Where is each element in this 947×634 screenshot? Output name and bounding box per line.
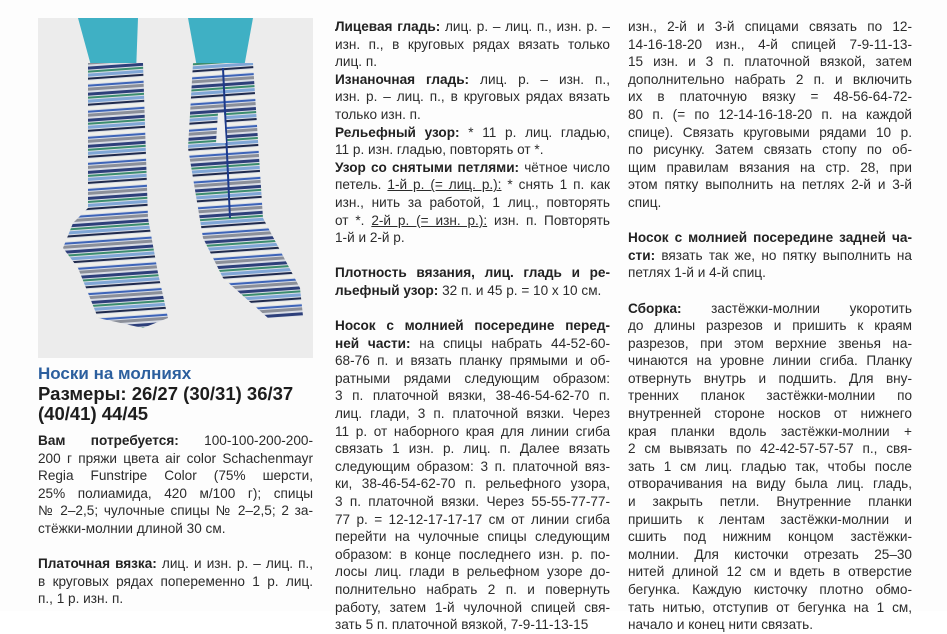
text-line: [628, 124, 912, 142]
text-span: до длины разрезов и пришить к краям: [628, 318, 912, 334]
text-line: [335, 370, 610, 388]
section-heading: ней части:: [335, 335, 411, 351]
text-span: Regia Funstripe Color (75% шерсти,: [38, 468, 313, 484]
column-1-text: [38, 432, 313, 608]
text-span: перейти на чулочные спицы следующим: [335, 529, 610, 545]
text-span: изн., нить за работой, 1 лиц., повторять: [335, 194, 610, 210]
text-span: чётное число: [519, 159, 610, 175]
text-line: [38, 450, 313, 468]
text-line: [335, 423, 610, 441]
paragraph: [628, 300, 912, 634]
text-line: [335, 335, 610, 353]
text-line: [335, 458, 610, 476]
text-line: [628, 493, 912, 511]
text-span: 1-й и 2-й р.: [335, 230, 405, 246]
text-span: спице). Связать круговыми рядами 10 р.: [628, 124, 912, 140]
paragraph: [335, 264, 610, 299]
paragraph: [335, 71, 610, 124]
text-span: только изн. п.: [335, 106, 421, 122]
pattern-title: Носки на молниях: [38, 364, 192, 383]
text-line: [335, 88, 610, 106]
text-span: следующим образом: 3 п. платочной вяз-: [335, 458, 610, 474]
text-line: [335, 124, 610, 142]
text-span: связать 1 изн. р. лиц. п. Далее вязать: [335, 441, 610, 457]
text-line: [628, 546, 912, 564]
column-3-text: [628, 18, 912, 634]
text-span: изн. р. – лиц. п., в круговых рядах вязать: [335, 89, 610, 105]
text-line: [628, 335, 912, 353]
text-line: [335, 546, 610, 564]
text-span: 3 п. платочной вязки. Через 55-55-77-77-: [335, 494, 610, 510]
text-span: петель.: [335, 177, 388, 193]
text-line: [335, 440, 610, 458]
text-line: [335, 212, 610, 230]
column-2-text: [335, 18, 610, 634]
text-span: 3 п. платочной вязки, 38-46-54-62-70 п.: [335, 388, 610, 404]
text-span: * снять 1 п. как: [501, 177, 610, 193]
paragraph: [335, 159, 610, 247]
text-span: 2 см вывязать по 42-42-57-57-57 п., свя-: [628, 441, 912, 457]
paragraph: [335, 18, 610, 71]
text-line: [38, 590, 313, 608]
text-span: щим правилам вязания на стр. 28, при: [628, 159, 912, 175]
text-span: 1-й р. (= лиц. р.):: [387, 177, 502, 193]
text-line: [628, 229, 912, 247]
text-line: [628, 264, 912, 282]
text-span: лиц. п.: [335, 54, 378, 70]
text-line: [628, 18, 912, 36]
text-line: [335, 106, 610, 124]
text-span: изн. п., в круговых рядах вязать только: [335, 36, 610, 52]
text-span: 32 п. и 45 р. = 10 х 10 см.: [438, 282, 602, 298]
text-line: [628, 458, 912, 476]
text-span: изн., 2-й и 3-й спицами связать по 12-: [628, 19, 912, 34]
text-line: [628, 405, 912, 423]
text-span: 25% полиамида, 420 м/100 г); спицы: [38, 485, 313, 501]
paragraph: [38, 432, 313, 538]
text-span: внутренней стороне носков от нижнего: [628, 406, 912, 422]
text-line: [628, 581, 912, 599]
text-line: [628, 563, 912, 581]
text-line: [335, 194, 610, 212]
text-span: лосы лиц. глади в рельефном узоре до-: [335, 564, 610, 580]
section-heading: Лицевая гладь:: [335, 19, 441, 34]
text-line: [38, 555, 313, 573]
text-line: [628, 247, 912, 265]
text-line: [38, 432, 313, 450]
paragraph: [335, 317, 610, 634]
text-span: вязать так же, но пятку выполнить на: [655, 247, 912, 263]
text-line: [628, 300, 912, 318]
text-span: изн. п. Повторять: [487, 212, 611, 228]
section-heading: Сборка:: [628, 300, 682, 316]
text-line: [628, 352, 912, 370]
text-span: п., 1 р. изн. п.: [38, 591, 124, 607]
text-span: бегунка. Каждую кисточку плотно обмо-: [628, 582, 912, 597]
text-line: [335, 616, 610, 634]
text-span: сшить под нижним концом застёжки-: [628, 529, 912, 545]
text-line: [38, 520, 313, 538]
text-span: 80 п. (= по 12-14-16-18-20 п. на каждой: [628, 106, 912, 122]
text-span: 100-100-200-200-: [178, 433, 313, 448]
paragraph: [335, 124, 610, 159]
text-line: [628, 141, 912, 159]
paragraph: [628, 229, 912, 282]
text-line: [335, 71, 610, 89]
text-span: чинаются на уровне линии сгиба. Планку: [628, 353, 912, 369]
text-span: от *.: [335, 212, 372, 228]
text-line: [38, 467, 313, 485]
striped-socks-photo: [38, 18, 313, 358]
text-span: № 2–2,5; чулочные спицы № 2–2,5; 2 за-: [38, 503, 313, 519]
text-span: лиц. р. – лиц. п., изн. р. –: [440, 19, 610, 34]
text-line: [628, 159, 912, 177]
text-span: 2-й р. (= изн. р.):: [371, 212, 488, 228]
text-span: пришить к лентам застёжки-молнии и: [628, 511, 912, 527]
text-span: петлях 1-й и 4-й спиц.: [628, 265, 766, 281]
text-line: [335, 352, 610, 370]
text-span: тать нитью, отступив от бегунка на 1 см,: [628, 599, 912, 615]
text-line: [628, 317, 912, 335]
text-span: и закрыть петли. Внутренние планки: [628, 494, 912, 510]
text-line: [335, 599, 610, 617]
sizes-line: (40/41) 44/45: [38, 403, 149, 424]
text-span: 11 р. от наборного края для линии сгиба: [335, 423, 610, 439]
text-line: [628, 528, 912, 546]
text-line: [335, 528, 610, 546]
section-heading: Носок с молнией посередине задней ча-: [628, 230, 912, 246]
text-line: [335, 141, 610, 159]
sizes-heading: [38, 384, 313, 424]
text-span: работу, затем 1-й чулочной спицей свя-: [335, 599, 610, 615]
text-span: ратными рядами следующим образом:: [335, 370, 610, 386]
text-span: 14-16-18-20 изн., 4-й спицей 7-9-11-13-: [628, 36, 912, 52]
text-span: молнии. Для кисточки отрезать 25–30: [628, 546, 912, 562]
section-heading: Узор со снятыми петлями:: [335, 159, 520, 175]
text-line: [335, 581, 610, 599]
text-span: лиц. р. – изн. п.,: [469, 71, 610, 87]
text-line: [628, 88, 912, 106]
text-line: [628, 599, 912, 617]
text-span: стёжки-молнии длиной 30 см.: [38, 520, 226, 536]
text-line: [335, 53, 610, 71]
paragraph: [38, 555, 313, 608]
text-span: 77 р. = 12-12-17-17-17 см от линии сгиба: [335, 511, 610, 527]
section-heading: сти:: [628, 247, 656, 263]
text-line: [628, 440, 912, 458]
sizes-line: Размеры: 26/27 (30/31) 36/37: [38, 383, 294, 404]
text-line: [335, 36, 610, 54]
text-line: [335, 405, 610, 423]
text-span: 68-76 п. и вязать планку прямыми и об-: [335, 353, 610, 369]
text-line: [38, 485, 313, 503]
text-span: в круговых рядах попеременно 1 р. лиц.: [38, 573, 313, 589]
text-span: спиц.: [628, 194, 662, 210]
text-span: отворачивания на виду была лиц. гладь,: [628, 476, 912, 492]
text-span: нитей длиной 12 см и вдеть в отверстие: [628, 564, 912, 580]
text-line: [335, 264, 610, 282]
section-heading: Плотность вязания, лиц. гладь и ре-: [335, 265, 610, 281]
text-line: [628, 71, 912, 89]
text-span: края планки вдоль застёжки-молнии +: [628, 423, 912, 439]
text-line: [335, 159, 610, 177]
text-span: зать 5 п. платочной вязкой, 7-9-11-13-15: [335, 617, 589, 633]
text-span: тренних планок застёжки-молнии по: [628, 388, 912, 404]
text-span: лиц. и изн. р. – лиц. п.,: [156, 556, 313, 572]
text-span: ки, 38-46-54-62-70 п. рельефного узора,: [335, 476, 610, 492]
section-heading: Вам потребуется:: [38, 433, 179, 448]
text-span: дополнительно набрать 2 п. и включить: [628, 71, 912, 87]
text-span: полнительно набрать 2 п. и повернуть: [335, 582, 610, 597]
text-line: [335, 387, 610, 405]
text-line: [335, 229, 610, 247]
text-span: на спицы набрать 44-52-60-: [410, 335, 610, 351]
text-line: [335, 282, 610, 300]
text-line: [628, 36, 912, 54]
text-line: [628, 194, 912, 212]
text-span: образом: в конце последнего изн. р. по-: [335, 546, 610, 562]
text-line: [335, 511, 610, 529]
text-line: [38, 502, 313, 520]
text-span: застёжки-молнии укоротить: [681, 300, 912, 316]
text-span: 200 г пряжи цвета air color Schachenmayr: [38, 450, 313, 466]
text-line: [628, 53, 912, 71]
text-span: по рисунку. Затем связать стопу по об-: [628, 142, 912, 158]
text-line: [628, 106, 912, 124]
paragraph: [628, 18, 912, 212]
text-span: этом пятку выполнить на петлях 2-й и 3-й: [628, 177, 912, 193]
section-heading: Изнаночная гладь:: [335, 71, 470, 87]
text-line: [335, 563, 610, 581]
text-span: разрезов, при этом верхние звенья на-: [628, 335, 912, 351]
text-line: [628, 423, 912, 441]
text-line: [628, 511, 912, 529]
text-line: [335, 317, 610, 335]
text-line: [628, 475, 912, 493]
text-span: 15 изн. и 3 п. платочной вязкой, затем: [628, 54, 912, 70]
text-span: зать 1 см лиц. гладью так, чтобы после: [628, 458, 912, 474]
text-line: [628, 176, 912, 194]
section-heading: Рельефный узор:: [335, 124, 460, 140]
text-span: отвернуть внутрь и подшить. Для вну-: [628, 370, 912, 386]
text-line: [335, 18, 610, 36]
text-span: начало и конец нити связать.: [628, 617, 813, 633]
section-heading: льефный узор:: [335, 282, 439, 298]
text-line: [628, 616, 912, 634]
text-line: [335, 493, 610, 511]
text-line: [335, 176, 610, 194]
text-line: [628, 387, 912, 405]
text-line: [628, 370, 912, 388]
section-heading: Носок с молнией посередине перед-: [335, 318, 610, 334]
text-span: их в платочную вязку = 48-56-64-72-: [628, 89, 912, 105]
text-span: лиц. глади, 3 п. платочной вязки. Через: [335, 406, 610, 422]
section-heading: Платочная вязка:: [38, 556, 157, 572]
text-line: [335, 475, 610, 493]
text-span: 11 р. изн. гладью, повторять от *.: [335, 142, 544, 158]
text-line: [38, 573, 313, 591]
text-span: * 11 р. лиц. гладью,: [459, 124, 610, 140]
